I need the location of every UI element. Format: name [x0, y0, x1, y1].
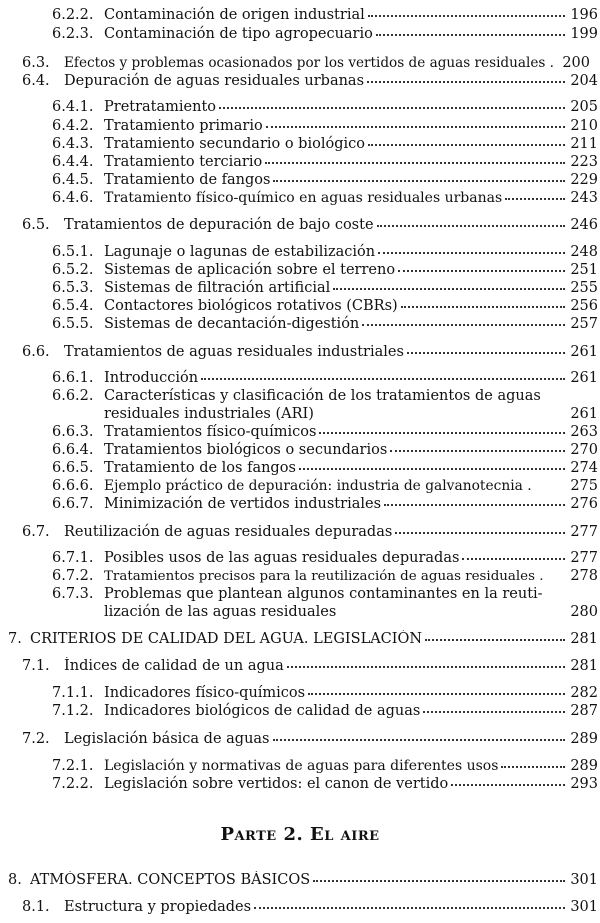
entry-title: Indicadores biológicos de calidad de aguas	[104, 703, 421, 719]
entry-number: 6.7.1.	[52, 550, 94, 566]
toc-entry	[52, 171, 600, 189]
entry-number: 6.2.2.	[52, 7, 94, 23]
entry-page: 281	[570, 658, 598, 674]
toc-entry	[52, 441, 600, 459]
entry-page: 282	[570, 685, 598, 701]
toc-entry	[52, 459, 600, 477]
entry-number: 6.6.3.	[52, 424, 94, 440]
entry-page: 289	[570, 758, 598, 774]
entry-title: Introducción	[104, 370, 199, 386]
entry-number: 6.6.6.	[52, 478, 94, 494]
leader-dots	[287, 665, 565, 668]
leader-dots	[401, 305, 565, 308]
entry-number: 7.2.1.	[52, 758, 94, 774]
entry-page: 270	[570, 442, 598, 458]
entry-page: 243	[570, 190, 598, 206]
toc-entry	[52, 98, 600, 116]
entry-number: 6.5.1.	[52, 244, 94, 260]
entry-page: 196	[570, 7, 598, 23]
entry-page: 277	[570, 524, 598, 540]
entry-number: 6.7.2.	[52, 568, 94, 584]
entry-title: Tratamiento terciario	[104, 154, 263, 170]
entry-page: 293	[570, 776, 598, 792]
leader-dots	[273, 179, 565, 182]
entry-page: 205	[570, 99, 598, 115]
leader-dots	[407, 351, 565, 354]
entry-page: 248	[570, 244, 598, 260]
entry-title: Tratamiento secundario o biológico	[104, 136, 365, 152]
toc-entry	[52, 6, 600, 24]
leader-dots	[265, 161, 565, 164]
entry-title: Características y clasificación de los tratamientos de aguas	[104, 388, 541, 404]
leader-dots	[377, 224, 565, 227]
leader-dots	[384, 503, 565, 506]
entry-page: 199	[570, 26, 598, 42]
toc-chapter-entry	[8, 871, 600, 889]
leader-dots	[308, 692, 565, 695]
leader-dots	[313, 879, 565, 882]
toc-entry	[52, 775, 600, 793]
entry-page: 257	[570, 316, 598, 332]
entry-page: 261	[570, 406, 598, 422]
entry-title: Tratamiento de los fangos	[104, 460, 296, 476]
entry-number: 6.5.2.	[52, 262, 94, 278]
entry-title: Contaminación de origen industrial	[104, 7, 365, 23]
entry-title: Pretratamiento	[104, 99, 217, 115]
entry-title: Lagunaje o lagunas de estabilización	[104, 244, 376, 260]
toc-entry	[52, 549, 600, 567]
toc-entry	[52, 369, 600, 387]
toc-entry	[52, 315, 600, 333]
entry-number: 6.5.5.	[52, 316, 94, 332]
entry-page: 281	[570, 631, 598, 647]
entry-number: 6.5.4.	[52, 298, 94, 314]
toc-entry	[52, 279, 600, 297]
toc-entry	[52, 153, 600, 171]
entry-number: 6.4.	[22, 73, 50, 89]
entry-title: ATMÓSFERA. CONCEPTOS BÁSICOS	[30, 872, 311, 888]
entry-title: Legislación sobre vertidos: el canon de vertido	[104, 776, 449, 792]
leader-dots	[425, 638, 565, 641]
entry-page: 280	[570, 604, 598, 620]
entry-number: 6.4.5.	[52, 172, 94, 188]
entry-title: Índices de calidad de un agua	[64, 658, 284, 674]
entry-number: 6.7.3.	[52, 586, 94, 602]
entry-title: lización de las aguas residuales	[104, 604, 337, 620]
leader-dots	[378, 251, 565, 254]
leader-dots	[423, 710, 565, 713]
leader-dots	[390, 449, 565, 452]
toc-entry	[22, 730, 600, 748]
entry-number: 6.5.3.	[52, 280, 94, 296]
entry-number: 6.2.3.	[52, 26, 94, 42]
entry-page: 210	[570, 118, 598, 134]
toc-entry	[52, 585, 600, 603]
entry-page: 263	[570, 424, 598, 440]
toc-chapter-entry	[8, 630, 600, 648]
entry-title: Sistemas de decantación-digestión	[104, 316, 360, 332]
entry-title: Reutilización de aguas residuales depuradas	[64, 524, 393, 540]
toc-entry	[52, 387, 600, 405]
toc-entry	[22, 657, 600, 675]
leader-dots	[362, 323, 565, 326]
entry-title: Tratamientos de aguas residuales industriales	[64, 344, 404, 360]
entry-number: 8.1.	[22, 899, 50, 915]
entry-page: 261	[570, 370, 598, 386]
leader-dots	[266, 125, 565, 128]
leader-dots	[367, 80, 565, 83]
leader-dots	[462, 557, 565, 560]
entry-title: Efectos y problemas ocasionados por los vertidos de aguas residuales .	[64, 55, 554, 71]
entry-number: 6.5.	[22, 217, 50, 233]
toc-entry	[22, 54, 600, 72]
entry-number: 7.2.2.	[52, 776, 94, 792]
entry-number: 6.3.	[22, 55, 50, 71]
entry-page: 276	[570, 496, 598, 512]
toc-entry	[52, 757, 600, 775]
entry-title: residuales industriales (ARI)	[104, 406, 314, 422]
entry-number: 7.2.	[22, 731, 50, 747]
leader-dots	[333, 287, 565, 290]
leader-dots	[201, 377, 565, 380]
entry-title: Ejemplo práctico de depuración: industria de galvanotecnia .	[104, 478, 532, 494]
entry-number: 6.4.6.	[52, 190, 94, 206]
toc-entry	[22, 216, 600, 234]
entry-title: Estructura y propiedades	[64, 899, 252, 915]
toc-entry-continuation	[52, 603, 600, 621]
toc-entry	[22, 343, 600, 361]
entry-number: 7.	[8, 631, 22, 647]
entry-title: Tratamientos de depuración de bajo coste	[64, 217, 374, 233]
entry-number: 6.6.5.	[52, 460, 94, 476]
entry-title: Contaminación de tipo agropecuario	[104, 26, 373, 42]
entry-page: 255	[570, 280, 598, 296]
entry-number: 6.6.	[22, 344, 50, 360]
entry-title: Tratamientos físico-químicos	[104, 424, 317, 440]
leader-dots	[368, 14, 565, 17]
entry-page: 289	[570, 731, 598, 747]
entry-number: 6.6.2.	[52, 388, 94, 404]
entry-page: 301	[570, 899, 598, 915]
entry-page: 274	[570, 460, 598, 476]
entry-page: 223	[570, 154, 598, 170]
toc-entry	[52, 117, 600, 135]
toc-entry	[52, 702, 600, 720]
part-heading: Parte 2. El aire	[220, 824, 380, 845]
entry-page: 278	[570, 568, 598, 584]
entry-number: 6.6.7.	[52, 496, 94, 512]
entry-number: 6.4.2.	[52, 118, 94, 134]
entry-title: Legislación y normativas de aguas para diferentes usos	[104, 758, 499, 774]
toc-entry	[52, 297, 600, 315]
toc-entry	[52, 243, 600, 261]
entry-title: Indicadores físico-químicos	[104, 685, 306, 701]
entry-page: 287	[570, 703, 598, 719]
entry-number: 7.1.1.	[52, 685, 94, 701]
leader-dots	[319, 431, 565, 434]
leader-dots	[376, 33, 565, 36]
leader-dots	[398, 269, 565, 272]
entry-title: Problemas que plantean algunos contaminantes en la reuti-	[104, 586, 543, 602]
toc-entry	[52, 567, 600, 585]
entry-page: 200	[562, 55, 590, 71]
entry-title: Minimización de vertidos industriales	[104, 496, 382, 512]
toc-entry	[52, 495, 600, 513]
entry-page: 204	[570, 73, 598, 89]
entry-title: CRITERIOS DE CALIDAD DEL AGUA. LEGISLACIÓN	[30, 631, 423, 647]
toc-entry	[52, 423, 600, 441]
leader-dots	[505, 197, 565, 200]
entry-number: 6.6.4.	[52, 442, 94, 458]
entry-title: Tratamientos biológicos o secundarios	[104, 442, 388, 458]
entry-number: 8.	[8, 872, 22, 888]
toc-entry	[22, 898, 600, 916]
toc-entry	[52, 684, 600, 702]
entry-page: 277	[570, 550, 598, 566]
entry-title: Contactores biológicos rotativos (CBRs)	[104, 298, 398, 314]
entry-number: 7.1.2.	[52, 703, 94, 719]
leader-dots	[451, 783, 565, 786]
leader-dots	[395, 531, 565, 534]
entry-title: Tratamientos precisos para la reutilización de aguas residuales .	[104, 569, 544, 584]
entry-number: 6.7.	[22, 524, 50, 540]
entry-title: Sistemas de filtración artificial	[104, 280, 331, 296]
toc-entry	[52, 135, 600, 153]
entry-number: 7.1.	[22, 658, 50, 674]
entry-page: 211	[570, 136, 598, 152]
leader-dots	[501, 765, 565, 768]
toc-entry	[52, 477, 600, 495]
entry-page: 229	[570, 172, 598, 188]
entry-number: 6.4.4.	[52, 154, 94, 170]
entry-title: Tratamiento primario	[104, 118, 263, 134]
entry-title: Tratamiento físico-químico en aguas residuales urbanas	[104, 190, 503, 206]
toc-entry	[52, 189, 600, 207]
entry-page: 275	[570, 478, 598, 494]
entry-number: 6.4.3.	[52, 136, 94, 152]
leader-dots	[368, 143, 565, 146]
leader-dots	[254, 906, 565, 909]
entry-title: Tratamiento de fangos	[104, 172, 271, 188]
toc-entry	[52, 25, 600, 43]
entry-title: Posibles usos de las aguas residuales depuradas	[104, 550, 460, 566]
entry-number: 6.6.1.	[52, 370, 94, 386]
entry-title: Depuración de aguas residuales urbanas	[64, 73, 365, 89]
toc-entry	[22, 523, 600, 541]
entry-number: 6.4.1.	[52, 99, 94, 115]
entry-title: Sistemas de aplicación sobre el terreno	[104, 262, 396, 278]
entry-page: 301	[570, 872, 598, 888]
toc-entry-continuation	[52, 405, 600, 423]
leader-dots	[273, 738, 566, 741]
entry-title: Legislación básica de aguas	[64, 731, 270, 747]
entry-page: 261	[570, 344, 598, 360]
toc-entry	[22, 72, 600, 90]
leader-dots	[299, 467, 565, 470]
toc-entry	[52, 261, 600, 279]
entry-page: 256	[570, 298, 598, 314]
entry-page: 251	[570, 262, 598, 278]
leader-dots	[219, 106, 565, 109]
entry-page: 246	[570, 217, 598, 233]
